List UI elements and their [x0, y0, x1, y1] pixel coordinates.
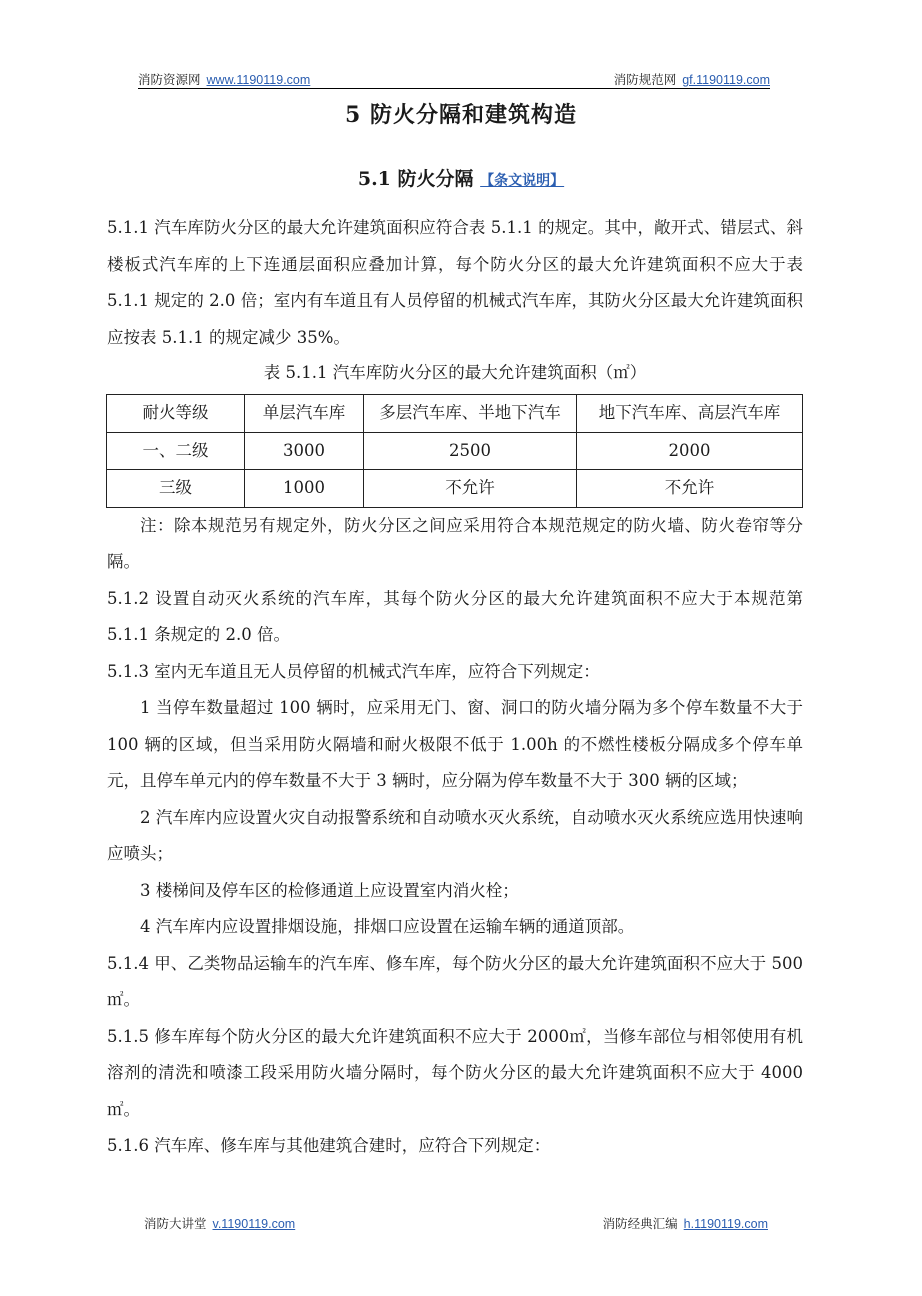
table-header: 单层汽车库 — [245, 395, 364, 433]
header-right-link[interactable]: gf.1190119.com — [682, 73, 770, 87]
table-caption: 表 5.1.1 汽车库防火分区的最大允许建筑面积（㎡） — [263, 363, 647, 382]
header-left-link[interactable]: www.1190119.com — [206, 73, 311, 87]
clause-5-1-1: 5.1.1 汽车库防火分区的最大允许建筑面积应符合表 5.1.1 的规定。其中，敞开式、错层式、斜楼板式汽车库的上下连通层面积应叠加计算，每个防火分区的最大允许建筑面积不应大于表 5.1.1 规定的 2.0 倍；室内有车道且有人员停留的机械式汽车库，其防火分区最大允许建筑面积应按表 5.1.1 的规定减少 35%。 — [107, 218, 803, 347]
table-cell: 3000 — [245, 432, 364, 470]
footer-left-link[interactable]: v.1190119.com — [212, 1217, 296, 1231]
table-header: 耐火等级 — [107, 395, 245, 433]
table-cell: 2000 — [577, 432, 803, 470]
footer-left — [144, 1214, 295, 1232]
clause-5-1-3-item-4: 4 汽车库内应设置排烟设施，排烟口应设置在运输车辆的通道顶部。 — [140, 917, 635, 936]
table-header: 多层汽车库、半地下汽车 — [364, 395, 577, 433]
header-left — [138, 70, 310, 88]
table-cell: 一、二级 — [107, 432, 245, 470]
document-body — [107, 210, 803, 1165]
clause-5-1-3-item-3: 3 楼梯间及停车区的检修通道上应设置室内消火栓； — [140, 880, 519, 900]
clause-5-1-6: 5.1.6 汽车库、修车库与其他建筑合建时，应符合下列规定： — [107, 1136, 551, 1155]
clause-5-1-4: 5.1.4 甲、乙类物品运输车的汽车库、修车库，每个防火分区的最大允许建筑面积不应大于 500㎡。 — [107, 953, 803, 1009]
footer-right — [603, 1214, 768, 1232]
footer-right-site: 消防经典汇编 — [602, 1217, 678, 1231]
table-header: 地下汽车库、高层汽车库 — [577, 395, 803, 433]
table-cell: 不允许 — [577, 470, 803, 508]
explanation-link[interactable]: 【条文说明】 — [480, 173, 565, 189]
table-row — [107, 432, 803, 470]
footer-right-link[interactable]: h.1190119.com — [683, 1217, 768, 1231]
table-cell: 2500 — [364, 432, 577, 470]
header-right — [614, 70, 770, 88]
clause-5-1-3: 5.1.3 室内无车道且无人员停留的机械式汽车库，应符合下列规定： — [107, 661, 600, 681]
section-title-row — [0, 164, 922, 191]
table-header-row — [107, 395, 803, 433]
table-cell: 三级 — [107, 470, 245, 508]
page-header — [138, 68, 770, 89]
clause-5-1-3-item-2: 2 汽车库内应设置火灾自动报警系统和自动喷水灭火系统，自动喷水灭火系统应选用快速响应喷头； — [107, 807, 803, 863]
header-right-site: 消防规范网 — [613, 73, 677, 87]
area-table — [106, 394, 803, 508]
clause-5-1-3-item-1: 1 当停车数量超过 100 辆时，应采用无门、窗、洞口的防火墙分隔为多个停车数量不大于 100 辆的区域，但当采用防火隔墙和耐火极限不低于 1.00h 的不燃性楼板分隔成多个停车单元，且停车单元内的停车数量不大于 3 辆时，应分隔为停车数量不大于 300 辆的区域； — [107, 698, 803, 790]
table-cell: 1000 — [245, 470, 364, 508]
clause-5-1-2: 5.1.2 设置自动灭火系统的汽车库，其每个防火分区的最大允许建筑面积不应大于本规范第 5.1.1 条规定的 2.0 倍。 — [107, 588, 803, 644]
table-cell: 不允许 — [364, 470, 577, 508]
clause-5-1-5: 5.1.5 修车库每个防火分区的最大允许建筑面积不应大于 2000㎡，当修车部位与相邻使用有机溶剂的清洗和喷漆工段采用防火墙分隔时，每个防火分区的最大允许建筑面积不应大于 4000㎡。 — [107, 1026, 803, 1119]
table-note: 注：除本规范另有规定外，防火分区之间应采用符合本规范规定的防火墙、防火卷帘等分隔。 — [107, 515, 803, 571]
table-row — [107, 470, 803, 508]
header-left-site: 消防资源网 — [138, 73, 201, 87]
section-title: 5.1 防火分隔 — [357, 168, 474, 190]
footer-left-site: 消防大讲堂 — [144, 1217, 207, 1231]
chapter-title: 5 防火分隔和建筑构造 — [345, 102, 577, 128]
